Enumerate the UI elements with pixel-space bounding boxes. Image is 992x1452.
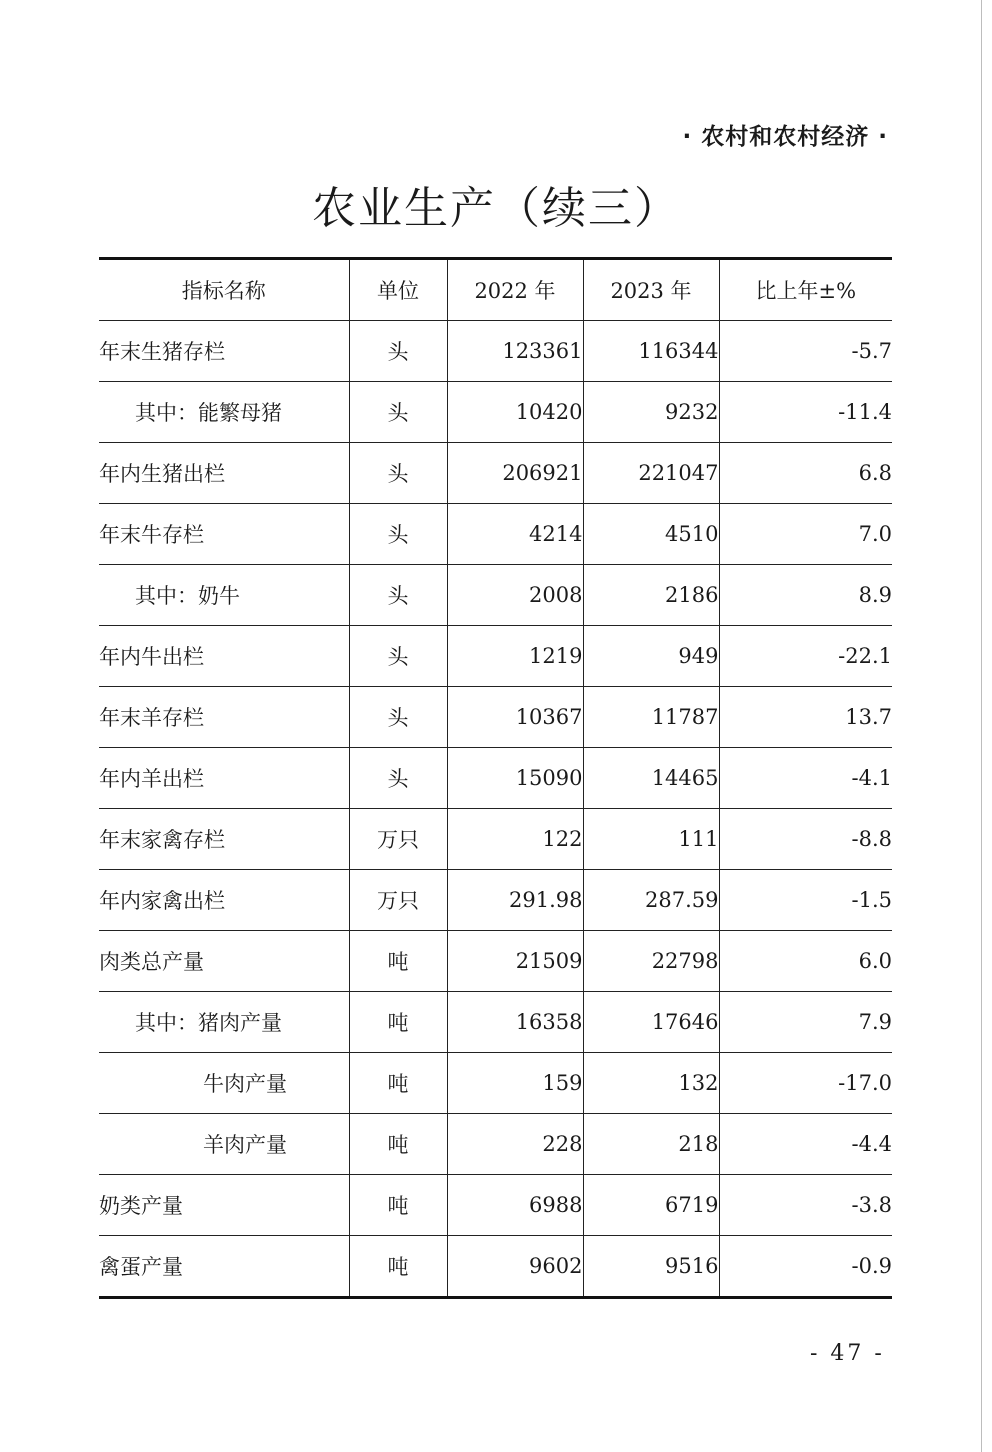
table-row [99, 809, 892, 870]
change-percent: -1.5 [719, 870, 892, 931]
indicator-name: 年内生猪出栏 [99, 443, 349, 504]
table-row [99, 931, 892, 992]
unit-cell: 吨 [349, 1053, 447, 1114]
unit-cell: 吨 [349, 1114, 447, 1175]
value-2022: 4214 [447, 504, 583, 565]
indicator-name: 其中：猪肉产量 [99, 992, 349, 1053]
indicator-name: 其中：奶牛 [99, 565, 349, 626]
table-row [99, 1114, 892, 1175]
value-2023: 22798 [583, 931, 719, 992]
value-2022: 10367 [447, 687, 583, 748]
value-2023: 287.59 [583, 870, 719, 931]
indicator-name: 牛肉产量 [99, 1053, 349, 1114]
indicator-name: 年末牛存栏 [99, 504, 349, 565]
change-percent: -4.1 [719, 748, 892, 809]
indicator-name: 羊肉产量 [99, 1114, 349, 1175]
value-2023: 221047 [583, 443, 719, 504]
table-row [99, 1053, 892, 1114]
section-header: · 农村和农村经济 · [682, 124, 888, 150]
unit-cell: 头 [349, 748, 447, 809]
change-percent: 6.0 [719, 931, 892, 992]
value-2023: 6719 [583, 1175, 719, 1236]
indicator-name: 年内羊出栏 [99, 748, 349, 809]
unit-cell: 头 [349, 321, 447, 382]
unit-cell: 头 [349, 626, 447, 687]
indicator-name: 肉类总产量 [99, 931, 349, 992]
value-2023: 218 [583, 1114, 719, 1175]
table-row [99, 687, 892, 748]
column-header-2023: 2023 年 [583, 259, 719, 321]
table-row [99, 443, 892, 504]
value-2023: 9516 [583, 1236, 719, 1298]
unit-cell: 吨 [349, 992, 447, 1053]
column-header-2022: 2022 年 [447, 259, 583, 321]
value-2023: 14465 [583, 748, 719, 809]
value-2023: 132 [583, 1053, 719, 1114]
indicator-name: 年内牛出栏 [99, 626, 349, 687]
value-2023: 116344 [583, 321, 719, 382]
table-row [99, 1175, 892, 1236]
change-percent: -17.0 [719, 1053, 892, 1114]
value-2022: 6988 [447, 1175, 583, 1236]
page-title: 农业生产（续三） [312, 183, 680, 234]
value-2022: 123361 [447, 321, 583, 382]
unit-cell: 万只 [349, 870, 447, 931]
indicator-name: 奶类产量 [99, 1175, 349, 1236]
unit-cell: 头 [349, 443, 447, 504]
indicator-name: 年内家禽出栏 [99, 870, 349, 931]
change-percent: -5.7 [719, 321, 892, 382]
value-2022: 291.98 [447, 870, 583, 931]
unit-cell: 吨 [349, 1175, 447, 1236]
unit-cell: 吨 [349, 1236, 447, 1298]
table-row [99, 626, 892, 687]
table-header-row [99, 259, 892, 321]
value-2023: 9232 [583, 382, 719, 443]
agriculture-production-table [99, 257, 892, 1299]
value-2023: 111 [583, 809, 719, 870]
page-number: - 47 - [810, 1341, 885, 1366]
unit-cell: 吨 [349, 931, 447, 992]
change-percent: 7.0 [719, 504, 892, 565]
change-percent: 6.8 [719, 443, 892, 504]
value-2022: 2008 [447, 565, 583, 626]
value-2022: 16358 [447, 992, 583, 1053]
table-row [99, 565, 892, 626]
change-percent: 7.9 [719, 992, 892, 1053]
indicator-name: 其中：能繁母猪 [99, 382, 349, 443]
value-2022: 9602 [447, 1236, 583, 1298]
unit-cell: 万只 [349, 809, 447, 870]
value-2022: 122 [447, 809, 583, 870]
indicator-name: 年末生猪存栏 [99, 321, 349, 382]
value-2023: 4510 [583, 504, 719, 565]
indicator-name: 年末家禽存栏 [99, 809, 349, 870]
unit-cell: 头 [349, 382, 447, 443]
value-2023: 17646 [583, 992, 719, 1053]
value-2022: 21509 [447, 931, 583, 992]
table-row [99, 504, 892, 565]
value-2022: 1219 [447, 626, 583, 687]
value-2022: 15090 [447, 748, 583, 809]
table-row [99, 1236, 892, 1298]
column-header-unit: 单位 [349, 259, 447, 321]
change-percent: -11.4 [719, 382, 892, 443]
value-2022: 228 [447, 1114, 583, 1175]
value-2023: 11787 [583, 687, 719, 748]
table-row [99, 870, 892, 931]
change-percent: 8.9 [719, 565, 892, 626]
table-row [99, 321, 892, 382]
unit-cell: 头 [349, 565, 447, 626]
value-2023: 2186 [583, 565, 719, 626]
change-percent: -22.1 [719, 626, 892, 687]
column-header-indicator: 指标名称 [99, 259, 349, 321]
unit-cell: 头 [349, 687, 447, 748]
value-2022: 10420 [447, 382, 583, 443]
unit-cell: 头 [349, 504, 447, 565]
change-percent: -8.8 [719, 809, 892, 870]
table-row [99, 748, 892, 809]
value-2022: 206921 [447, 443, 583, 504]
value-2023: 949 [583, 626, 719, 687]
table-row [99, 992, 892, 1053]
table-row [99, 382, 892, 443]
indicator-name: 年末羊存栏 [99, 687, 349, 748]
indicator-name: 禽蛋产量 [99, 1255, 183, 1279]
change-percent: 13.7 [719, 687, 892, 748]
column-header-change: 比上年±% [719, 259, 892, 321]
change-percent: -4.4 [719, 1114, 892, 1175]
value-2022: 159 [447, 1053, 583, 1114]
change-percent: -0.9 [719, 1236, 892, 1298]
change-percent: -3.8 [719, 1175, 892, 1236]
